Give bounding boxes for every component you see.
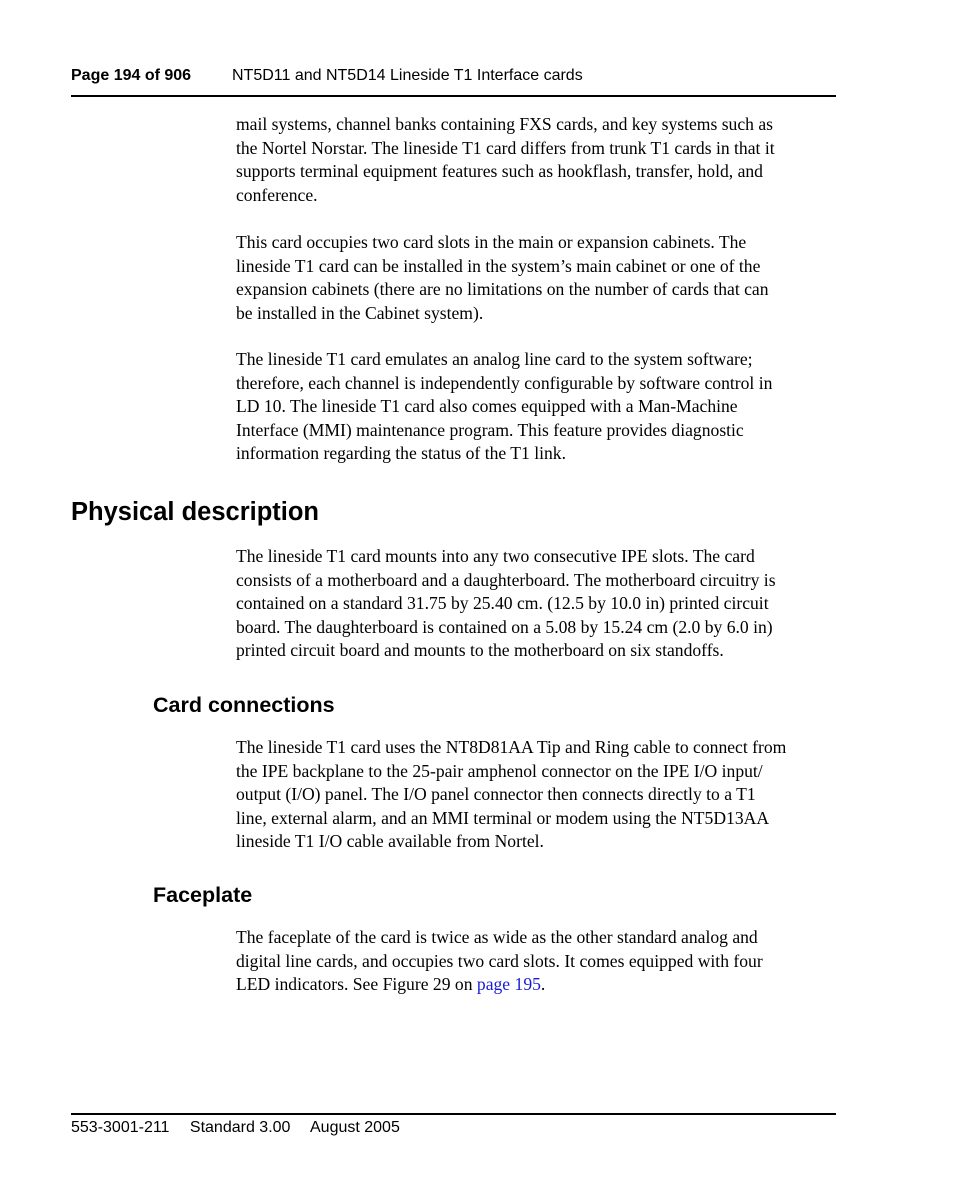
text-line: lineside T1 I/O cable available from Nortel. — [236, 831, 544, 851]
text-line: The lineside T1 card emulates an analog line card to the system software; — [236, 349, 753, 369]
text-line: The faceplate of the card is twice as wide as the other standard analog and — [236, 927, 758, 947]
text-line: conference. — [236, 184, 318, 205]
document-title: NT5D11 and NT5D14 Lineside T1 Interface cards — [232, 67, 583, 84]
intro-paragraph-2 — [236, 231, 836, 325]
card-connections-paragraph — [236, 736, 836, 854]
text-line: be installed in the Cabinet system). — [236, 302, 484, 323]
text-line: contained on a standard 31.75 by 25.40 cm. (12.5 by 10.0 in) printed circuit — [236, 593, 769, 613]
text-line: the Nortel Norstar. The lineside T1 card differs from trunk T1 cards in that it — [236, 137, 775, 158]
publication-date: August 2005 — [310, 1119, 400, 1136]
page-195-link[interactable]: page 195 — [476, 974, 541, 994]
footer-rule — [71, 1113, 836, 1115]
header-rule — [71, 95, 836, 97]
text-line: The lineside T1 card mounts into any two consecutive IPE slots. The card — [236, 546, 755, 566]
text-line: digital line cards, and occupies two card slots. It comes equipped with four — [236, 950, 763, 971]
page-footer — [71, 1118, 416, 1138]
faceplate-paragraph — [236, 926, 836, 997]
text-fragment: . — [540, 974, 546, 994]
physical-paragraph — [236, 545, 836, 663]
section-heading-physical-description: Physical description — [71, 498, 320, 526]
text-line: LD 10. The lineside T1 card also comes equipped with a Man-Machine — [236, 396, 738, 416]
document-number: 553-3001-211 — [71, 1119, 170, 1136]
page-header — [71, 66, 836, 86]
text-line: line, external alarm, and an MMI terminal or modem using the NT5D13AA — [236, 807, 770, 828]
standard-version: Standard 3.00 — [189, 1119, 291, 1136]
text-line: This card occupies two card slots in the main or expansion cabinets. The — [236, 232, 747, 252]
text-line: Interface (MMI) maintenance program. This feature provides diagnostic — [236, 419, 744, 440]
text-line: mail systems, channel banks containing FXS cards, and key systems such as — [236, 114, 774, 134]
text-line: consists of a motherboard and a daughterboard. The motherboard circuitry is — [236, 569, 776, 590]
text-line: board. The daughterboard is contained on a 5.08 by 15.24 cm (2.0 by 6.0 in) — [236, 616, 773, 637]
text-line: printed circuit board and mounts to the motherboard on six standoffs. — [236, 640, 724, 660]
text-line: The lineside T1 card uses the NT8D81AA Tip and Ring cable to connect from — [236, 737, 787, 757]
subsection-heading-card-connections: Card connections — [153, 693, 335, 717]
text-line: information regarding the status of the T1 link. — [236, 443, 566, 463]
text-line: therefore, each channel is independently configurable by software control in — [236, 372, 773, 393]
intro-paragraph-3 — [236, 348, 836, 466]
text-line — [236, 973, 836, 997]
subsection-heading-faceplate: Faceplate — [153, 883, 253, 907]
intro-paragraph-1 — [236, 113, 836, 207]
text-line: the IPE backplane to the 25-pair amphenol connector on the IPE I/O input/ — [236, 760, 763, 781]
text-line: supports terminal equipment features such as hookflash, transfer, hold, and — [236, 161, 763, 181]
text-line: output (I/O) panel. The I/O panel connector then connects directly to a T1 — [236, 784, 756, 804]
page-number: Page 194 of 906 — [71, 67, 192, 84]
text-fragment: LED indicators. See Figure 29 on — [236, 974, 477, 994]
text-line: expansion cabinets (there are no limitations on the number of cards that can — [236, 279, 769, 299]
text-line: lineside T1 card can be installed in the system’s main cabinet or one of the — [236, 255, 761, 276]
